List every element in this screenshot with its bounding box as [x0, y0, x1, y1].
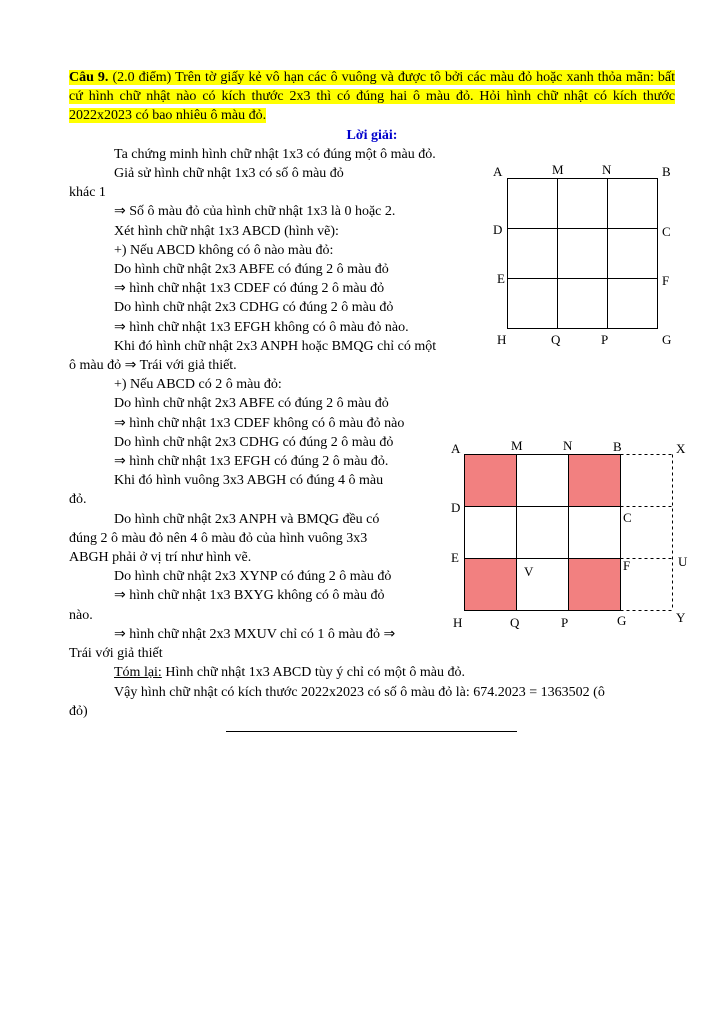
question-text: Trên tờ giấy kẻ vô hạn các ô vuông và được tô bởi các màu đỏ hoặc xanh thỏa mãn: bất cứ hình chữ nhật nào có kích thước 2x3 thì có đúng hai ô màu đỏ. Hỏi hình chữ nhật có kích thước 2022x2023 có bao nhiêu ô màu đỏ.	[69, 70, 676, 124]
solution-line: đúng 2 ô màu đỏ nên 4 ô màu đỏ của hình vuông 3x3	[69, 530, 368, 546]
label-h: H	[453, 615, 463, 630]
dashed-extension	[621, 455, 673, 611]
solution-line: Khi đó hình vuông 3x3 ABGH có đúng 4 ô màu	[114, 473, 384, 489]
red-cell	[464, 454, 516, 506]
red-cell	[568, 558, 620, 610]
solution-line: Trái với giả thiết	[69, 646, 163, 662]
final-line: Vậy hình chữ nhật có kích thước 2022x2023 có số ô màu đỏ là: 674.2023 = 1363502 (ô	[114, 684, 605, 700]
label-u: U	[678, 554, 688, 569]
label-p: P	[561, 615, 569, 630]
solution-line: Khi đó hình chữ nhật 2x3 ANPH hoặc BMQG chỉ có một	[114, 338, 437, 354]
label-d: D	[493, 222, 503, 237]
question-points: (2.0 điểm)	[112, 70, 172, 85]
solution-line: ABGH phải ở vị trí như hình vẽ.	[69, 550, 252, 566]
solution-line: khác 1	[69, 185, 106, 201]
grid-lines	[508, 179, 658, 329]
label-c: C	[662, 224, 671, 239]
solution-line: +) Nếu ABCD không có ô nào màu đỏ:	[114, 242, 334, 258]
solution-line: Xét hình chữ nhật 1x3 ABCD (hình vẽ):	[114, 223, 339, 239]
label-d: D	[451, 500, 461, 515]
label-f: F	[662, 273, 670, 288]
solution-line: ô màu đỏ ⇒ Trái với giả thiết.	[69, 358, 237, 374]
label-e: E	[497, 271, 505, 286]
label-n: N	[602, 162, 612, 177]
solution-line: Do hình chữ nhật 2x3 ANPH và BMQG đều có	[114, 511, 380, 527]
divider-line	[226, 731, 517, 732]
label-n: N	[563, 438, 573, 453]
label-a: A	[493, 164, 503, 179]
solution-line: nào.	[69, 607, 93, 623]
solution-line: ⇒ hình chữ nhật 1x3 CDEF không có ô màu đỏ nào	[114, 415, 405, 431]
solution-line: +) Nếu ABCD có 2 ô màu đỏ:	[114, 377, 282, 393]
label-f: F	[623, 558, 631, 573]
solution-line: Do hình chữ nhật 2x3 CDHG có đúng 2 ô màu đỏ	[114, 434, 394, 450]
solution-line: ⇒ hình chữ nhật 1x3 BXYG không có ô màu đỏ	[114, 588, 385, 604]
solution-line: ⇒ hình chữ nhật 1x3 CDEF có đúng 2 ô màu đỏ	[114, 281, 385, 297]
label-y: Y	[676, 610, 686, 625]
label-x: X	[676, 441, 686, 456]
solution-line: ⇒ hình chữ nhật 1x3 EFGH không có ô màu đỏ nào.	[114, 319, 409, 335]
solution-line: Do hình chữ nhật 2x3 CDHG có đúng 2 ô màu đỏ	[114, 300, 394, 316]
label-h: H	[497, 332, 507, 347]
label-a: A	[451, 441, 461, 456]
red-cells	[464, 454, 620, 610]
solution-line: Do hình chữ nhật 2x3 XYNP có đúng 2 ô màu đỏ	[114, 569, 392, 585]
label-q: Q	[551, 332, 561, 347]
label-m: M	[552, 162, 564, 177]
label-g: G	[662, 332, 672, 347]
solution-line: Giả sử hình chữ nhật 1x3 có số ô màu đỏ	[114, 166, 344, 182]
figure-grid-colored	[447, 436, 697, 636]
solution-line: Do hình chữ nhật 2x3 ABFE có đúng 2 ô màu đỏ	[114, 262, 389, 278]
summary-text: Hình chữ nhật 1x3 ABCD tùy ý chỉ có một ô màu đỏ.	[165, 665, 465, 681]
summary-line	[69, 663, 675, 682]
label-g: G	[617, 613, 627, 628]
label-m: M	[511, 438, 523, 453]
figure-grid-abcd	[490, 160, 680, 350]
solution-line: Ta chứng minh hình chữ nhật 1x3 có đúng một ô màu đỏ.	[114, 146, 436, 162]
label-c: C	[623, 510, 632, 525]
label-e: E	[451, 550, 459, 565]
label-b: B	[662, 164, 671, 179]
label-q: Q	[510, 615, 520, 630]
solution-title: Lời giải:	[346, 127, 398, 143]
label-v: V	[524, 564, 534, 579]
red-cell	[568, 454, 620, 506]
final-line-cont: đỏ)	[69, 703, 88, 719]
question-label: Câu 9.	[69, 70, 109, 85]
summary-label: Tóm lại:	[114, 665, 162, 681]
question-block	[69, 68, 675, 126]
solution-line: ⇒ hình chữ nhật 2x3 MXUV chỉ có 1 ô màu đỏ ⇒	[114, 626, 396, 642]
solution-line: ⇒ hình chữ nhật 1x3 EFGH có đúng 2 ô màu đỏ.	[114, 454, 389, 470]
solution-line: đỏ.	[69, 492, 87, 508]
label-b: B	[613, 439, 622, 454]
solution-line: ⇒ Số ô màu đỏ của hình chữ nhật 1x3 là 0 hoặc 2.	[114, 204, 396, 220]
red-cell	[464, 558, 516, 610]
solution-line: Do hình chữ nhật 2x3 ABFE có đúng 2 ô màu đỏ	[114, 396, 389, 412]
label-p: P	[601, 332, 609, 347]
